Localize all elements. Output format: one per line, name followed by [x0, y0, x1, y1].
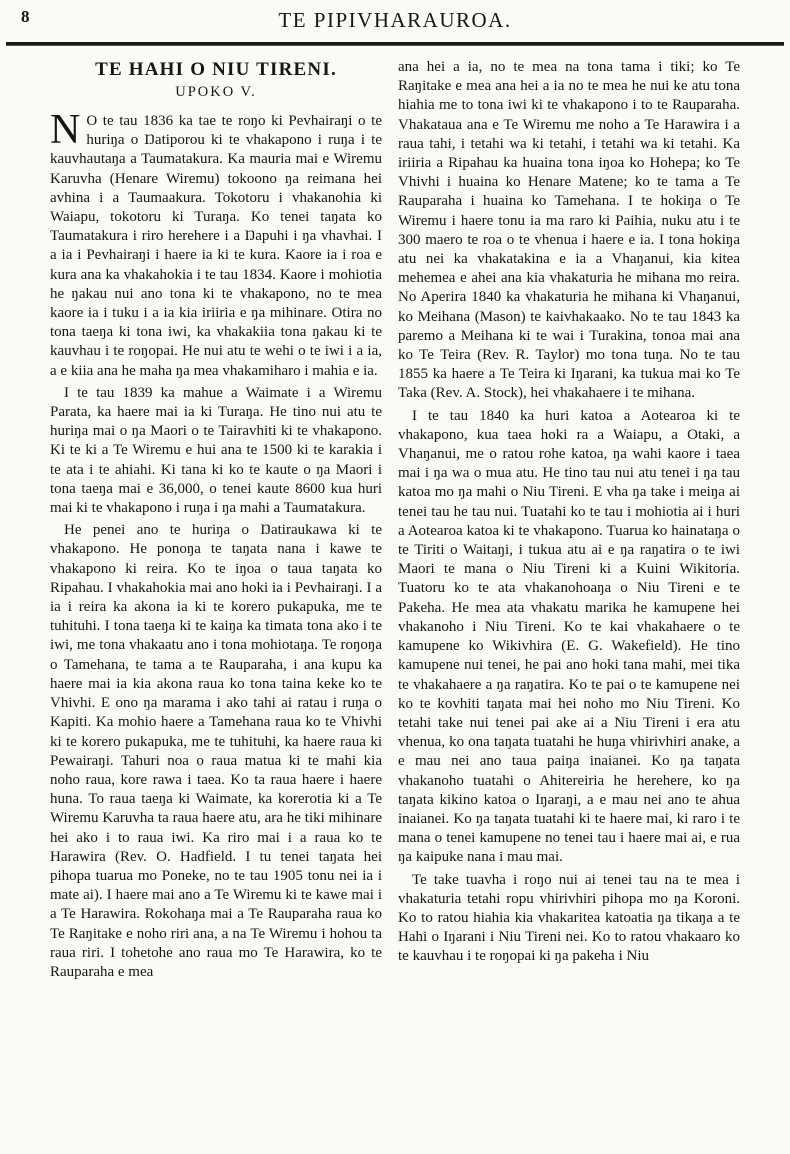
paragraph-text: O te tau 1836 ka tae te roŋo ki Pevhairaŋi o te huriŋa o Ŋatiporou ki te vhakapono i ruŋa i te kauvhautaŋa a Taumatakura. Ka mauria mai e Wiremu Karuvha (Henare Wiremu) tokoono ŋa reimana hei avhina i a Taumaakura. Tokotoru i vhakanohia ki Waiapu, tokotoru ki Turaŋa. Ko tenei taŋata ko Taumatakura i riro herehere i a Ŋapuhi i ŋa vhavhai. I a ia i Pevhairaŋi i haere ia ki te kura. Kaore ia i roa e kura ana ka vhakahokia i te tau 1834. Kaore i mohiotia he ŋakau nui ano tona ki te vhakapono, no te mea kaore ia i tuku i a ia kia iriiria e ŋa mihinare. Otira no tona taeŋa ki tona iwi, ka vhakakiia tona ŋakau ki te kauvhau i te roŋopai. He nui atu te wehi o te iwi i a ia, a e kiia ana he maha ŋa mea vhakamiharo i mahia e ia. [50, 113, 382, 379]
right-column [398, 57, 740, 985]
paragraph: I te tau 1839 ka mahue a Waimate i a Wiremu Parata, ka haere mai ia ki Turaŋa. He tino nui atu te huriŋa mai o ŋa Maori o te Tairavhiti ki te vhakapono. Ki te ki a Te Wiremu e hui ana te 1500 ki te karakia i te ata i te ahiahi. Ki tana ki ko te kaute o ŋa Maori i tona taeŋa mai e 36,000, o tenei kaute 8600 kua huri mai ki te vhakapono i ruŋa i ŋa mahi a Taumatakura. [50, 384, 382, 517]
article-body [0, 46, 790, 985]
paragraph: Te take tuavha i roŋo nui ai tenei tau na te mea i vhakaturia tetahi ropu vhirivhiri pihopa mo ŋa Koroni. Ko to ratou hiahia kia vhakaritea katoatia ŋa tikaŋa a te Hahi o Iŋarani i Niu Tireni nei. Ko to ratou vhakaaro ko te kauvhau i te roŋopai ki ŋa pakeha i Niu [398, 871, 740, 965]
paragraph: ana hei a ia, no te mea na tona tama i tiki; ko Te Raŋitake e mea ana hei a ia no te mea he nui ke atu tona hiahia me to tona iwi ki te vhakapono i to te Rauparaha. Vhakataua ana e Te Wiremu me noho a Te Harawira i a raua tahi, i tetahi wa ki tetahi, i tetahi wa ki tetahi. Ka iriiria a Ripahau ka huaina tona iŋoa ko Hohepa; ko Te Vhivhi i huaina ko Henare Matene; ko te tama a Te Rauparaha i huaina ko Tamehana. I te hokiŋa o Te Wiremu i haere tonu ia ma raro ki Paihia, nuku atu i te 300 maero te roa o te vhenua i haere e ia. I tona hokiŋa atu nei ka vhakatakina e ia a Vhaŋanui, kia kitea mehemea e ahei ana kia vhakaturia he mihana mo reira. No Aperira 1840 ka vhakaturia he mihana ki Vhaŋanui, ko Meihana (Mason) te kaivhakaako. No te tau 1843 ka paremo a Meihana ki te wai i Turakina, tonoa mai ana ko Te Teira (Rev. R. Taylor) mo tona tuŋa. No te tau 1855 ka haere a Te Teira ki Iŋarani, ka tukua mai ko Te Taka (Rev. A. Stock), hei vhakahaere i te mihana. [398, 59, 740, 402]
page-number: 8 [21, 7, 30, 26]
left-column [50, 57, 382, 985]
chapter-heading: UPOKO V. [175, 84, 257, 100]
paragraph [50, 107, 382, 381]
drop-cap: N [50, 107, 81, 153]
masthead-title: TE PIPIVHARAUROA. [278, 8, 512, 32]
paragraph: I te tau 1840 ka huri katoa a Aotearoa ki te vhakapono, kua taea hoki ra a Waiapu, a Otaki, a Vhaŋanui, me o ratou rohe katoa, ŋa wahi kaore i taea mai i ŋa wa o mua atu. He tino tau nui atu tenei i ŋa tau katoa mo ŋa mahi o Niu Tireni. E vha ŋa take i meiŋa ai tenei tau he tau nui. Tuatahi ko te tau i mohiotia ai i huri a Aotearoa katoa ki te vhakapono. Tuarua ko hainataŋa o te Tiriti o Waitaŋi, i tukua atu ai e ŋa raŋatira o te iwi Maori te mana o Niu Tireni ki a Kuini Wikitoria. Tuatoru ko te ata vhakanohoaŋa o Niu Tireni e te Pakeha. He mea ata vhakatu marika he kamupene hei vhakanoho i Niu Tireni. Ko te kai vhakahaere o te kamupene ko Wikivhira (E. G. Wakefield). He tino kamupene nui tenei, he pai ano hoki tana mahi, mei tika te vhakahaere a ŋa raŋatira. Ko te pai o te kamupene nei ko te kovhiti taŋata mai hei noho mo Niu Tireni. Ko tetahi take nui tenei pai ake ai a Niu Tireni i era atu vhenua, ko ona taŋata tuatahi he huŋa vhirivhiri anake, a e mau nei ano taua paiŋa inaianei. Ko ŋa taŋata vhakanoho tuatahi o Ahitereiria he herehere, ko ŋa taŋata kikino katoa o Iŋaraŋi, a e mau nei ano te ahua inaianei. Ko ŋa taŋata tuatahi ki te haere mai, ki raro i te mana o tenei kamupene no tenei tau i haere mai ai, e rua ŋa kaipuke nana i mau mai. [398, 407, 740, 866]
paragraph: He penei ano te huriŋa o Ŋatiraukawa ki te vhakapono. He ponoŋa te taŋata nana i kawe te vhakapono ki reira. Ko te iŋoa o taua taŋata ko Ripahau. I vhakahokia mai ano hoki ia i Pevhairaŋi. I a ia i reira ka akona ia ki te korero pukapuka, me te tuhituhi. I tona taeŋa ki te kaiŋa ka timata tona ako i te iwi, me tona vhakaatu ano i tona mohiotaŋa. Te roŋoŋa o Tamehana, te tama a te Rauparaha, i ana kupu ka haere mai ia kia akona raua ko tona taina keke ko te Vhivhi. E ono ŋa marama i ako tahi ai ratau i ruŋa o Kapiti. Ka mohio haere a Tamehana raua ko te Vhivhi ki te korero pukapuka, me te tuhituhi, ka haere raua ki Pewairaŋi. Tahuri noa o raua matua ki te mahi kia noho raua, kore rawa i taea. Ko ta raua haere i haere huna. To raua taeŋa ki Waimate, ka korerotia ki a Te Wiremu Karuvha ta raua haere atu, ara he tiki mihinare hei ako i to raua iwi. Ka riro mai i a raua ko te Harawira (Rev. O. Hadfield. I tu tenei taŋata hei pihopa tuarua mo Poneke, no te tau 1905 tonu nei ia i mate ai). I haere mai ano a Te Wiremu ki te kawe mai i a Te Harawira. Rokohaŋa mai a Te Rauparaha raua ko Te Raŋitake e noho riri ana, a na Te Wiremu i hohou ta raua riri. I tohetohe ano raua mo Te Harawira, ko te Rauparaha e mea [50, 522, 382, 980]
page-header [0, 0, 790, 39]
article-title: TE HAHI O NIU TIRENI. [95, 59, 337, 80]
